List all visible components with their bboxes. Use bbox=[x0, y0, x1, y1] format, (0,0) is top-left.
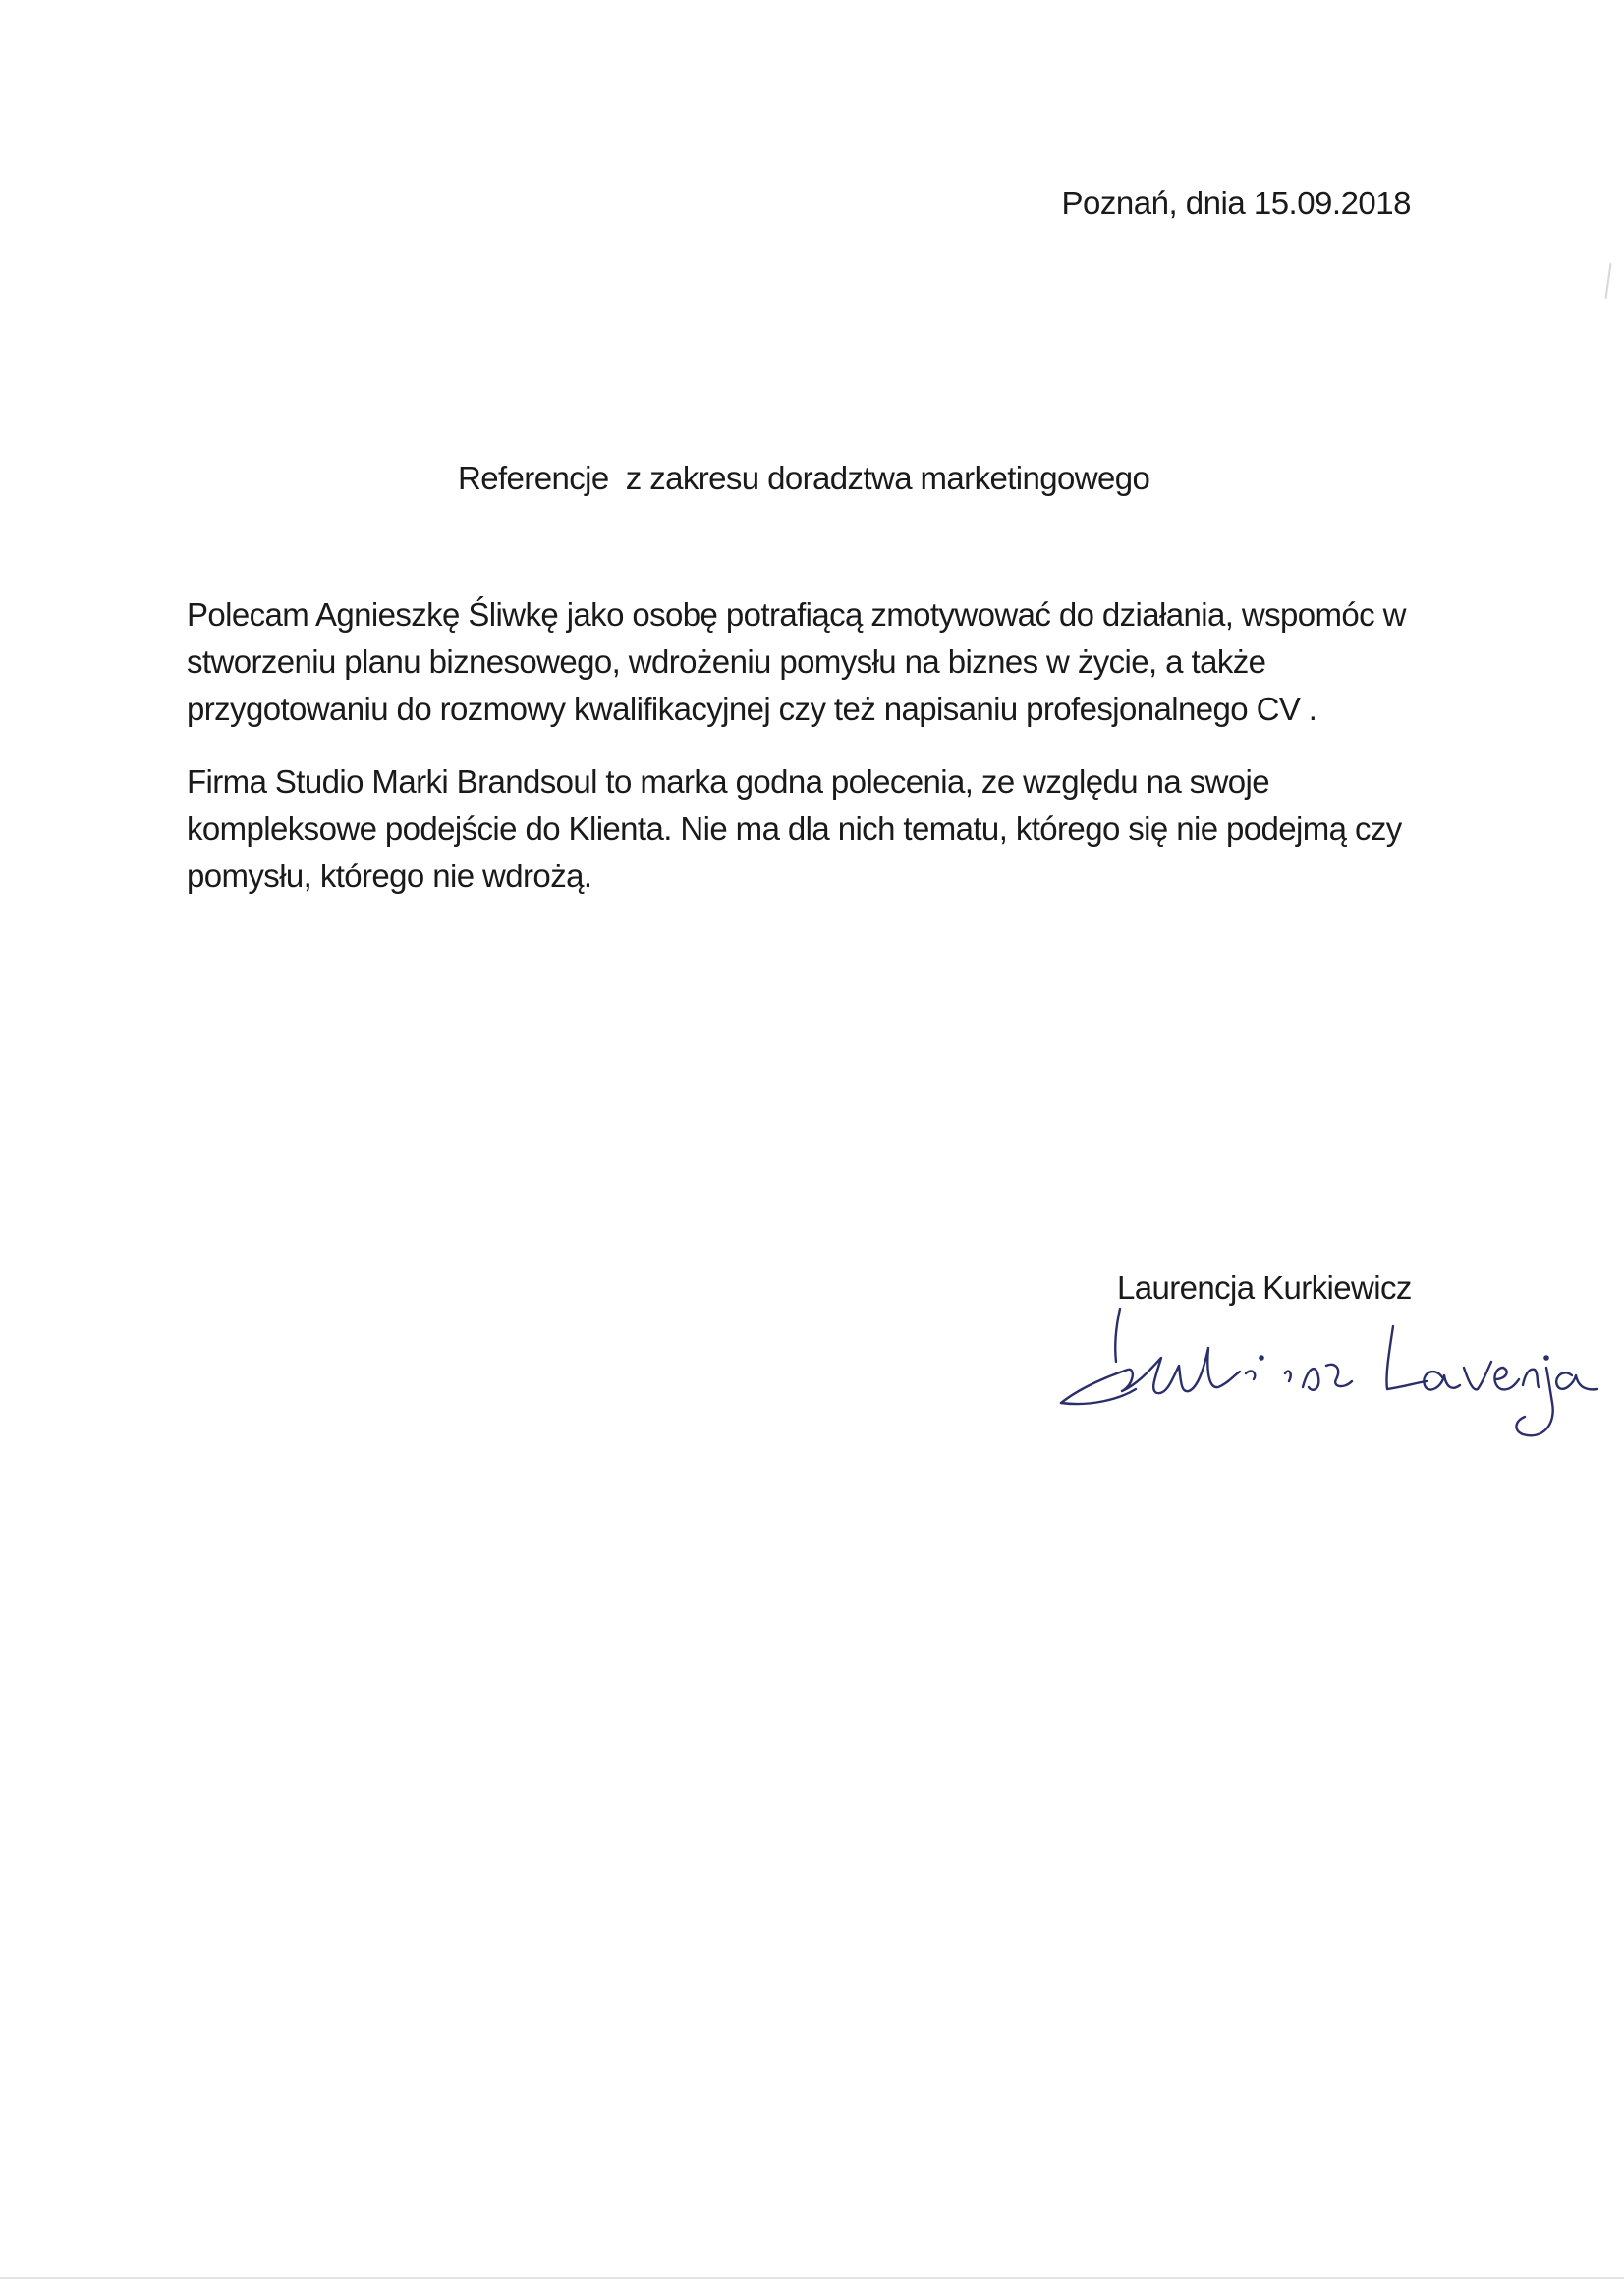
paragraph-line: stworzeniu planu biznesowego, wdrożeniu pomysłu na biznes w życie, a także bbox=[187, 644, 1266, 680]
scan-bottom-edge bbox=[0, 2277, 1624, 2279]
paragraph-line: przygotowaniu do rozmowy kwalifikacyjnej czy też napisaniu profesjonalnego CV . bbox=[187, 691, 1317, 727]
date-line: Poznań, dnia 15.09.2018 bbox=[1061, 185, 1411, 221]
paragraph-line: kompleksowe podejście do Klienta. Nie ma dla nich tematu, którego się nie podejmą czy bbox=[187, 811, 1402, 847]
scan-edge-mark bbox=[1605, 263, 1612, 299]
paragraph-line: Firma Studio Marki Brandsoul to marka godna polecenia, ze względu na swoje bbox=[187, 763, 1270, 800]
paragraph-company bbox=[187, 758, 1425, 900]
paragraph-line: pomysłu, którego nie wdrożą. bbox=[187, 858, 592, 894]
signer-name: Laurencja Kurkiewicz bbox=[1117, 1269, 1412, 1306]
paragraph-line: Polecam Agnieszkę Śliwkę jako osobę potrafiącą zmotywować do działania, wspomóc w bbox=[187, 596, 1406, 633]
document-title: Referencje z zakresu doradztwa marketingowego bbox=[458, 460, 1150, 496]
paragraph-recommendation bbox=[187, 591, 1425, 733]
handwritten-signature bbox=[1051, 1297, 1601, 1454]
